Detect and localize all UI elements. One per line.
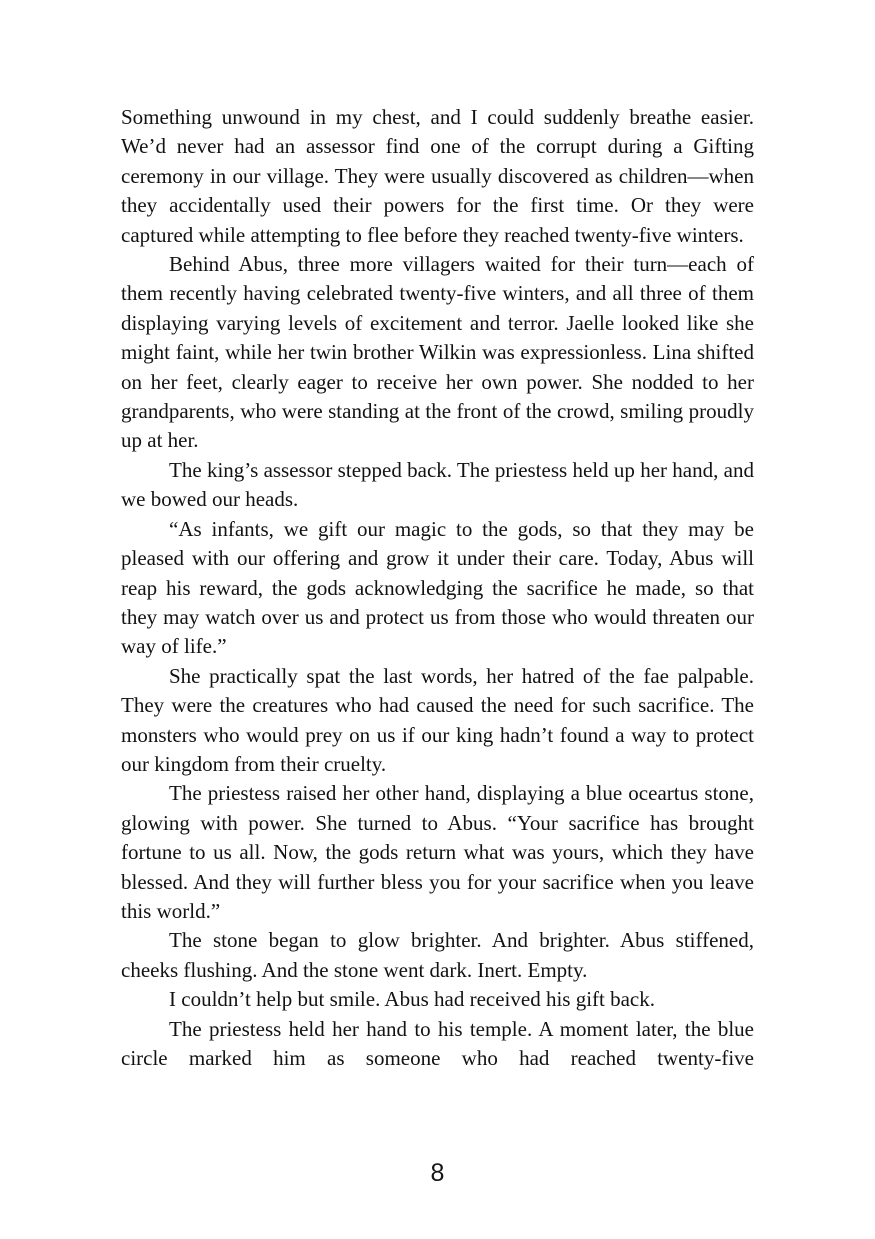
paragraph-1: Something unwound in my chest, and I could suddenly breathe easier. We’d never had an assessor find one of the corrupt during a Gifting ceremony in our village. They were usually discovered as children—when they accidentally used their powers for the first time. Or they were captured while attempting to flee before they reached twenty-five winters.	[121, 105, 754, 247]
text-column	[121, 103, 754, 1073]
paragraph-9: The priestess held her hand to his temple. A moment later, the blue circle marked him as someone who had reached twenty-five	[121, 1016, 754, 1070]
paragraph-2: Behind Abus, three more villagers waited for their turn—each of them recently having celebrated twenty-five winters, and all three of them displaying varying levels of excitement and terror. Jaelle looked like she might faint, while her twin brother Wilkin was expressionless. Lina shifted on her feet, clearly eager to receive her own power. She nodded to her grandparents, who were standing at the front of the crowd, smiling proudly up at her.	[121, 252, 754, 453]
paragraph-7: The stone began to glow brighter. And brighter. Abus stiffened, cheeks flushing. And the stone went dark. Inert. Empty.	[121, 928, 754, 982]
page-number: 8	[430, 1159, 445, 1187]
paragraph-6: The priestess raised her other hand, displaying a blue oceartus stone, glowing with power. She turned to Abus. “Your sacrifice has brought fortune to us all. Now, the gods return what was yours, which they have blessed. And they will further bless you for your sacrifice when you leave this world.”	[121, 781, 754, 923]
paragraph-8: I couldn’t help but smile. Abus had received his gift back.	[169, 987, 656, 1012]
paragraph-5: She practically spat the last words, her hatred of the fae palpable. They were the creatures who had caused the need for such sacrifice. The monsters who would prey on us if our king hadn’t found a way to protect our kingdom from their cruelty.	[121, 663, 754, 776]
paragraph-3: The king’s assessor stepped back. The priestess held up her hand, and we bowed our heads.	[121, 457, 754, 512]
paragraph-4: “As infants, we gift our magic to the gods, so that they may be pleased with our offering and grow it under their care. Today, Abus will reap his reward, the gods acknowledging the sacrifice he made, so that they may watch over us and protect us from those who would threaten our way of life.”	[121, 516, 754, 659]
